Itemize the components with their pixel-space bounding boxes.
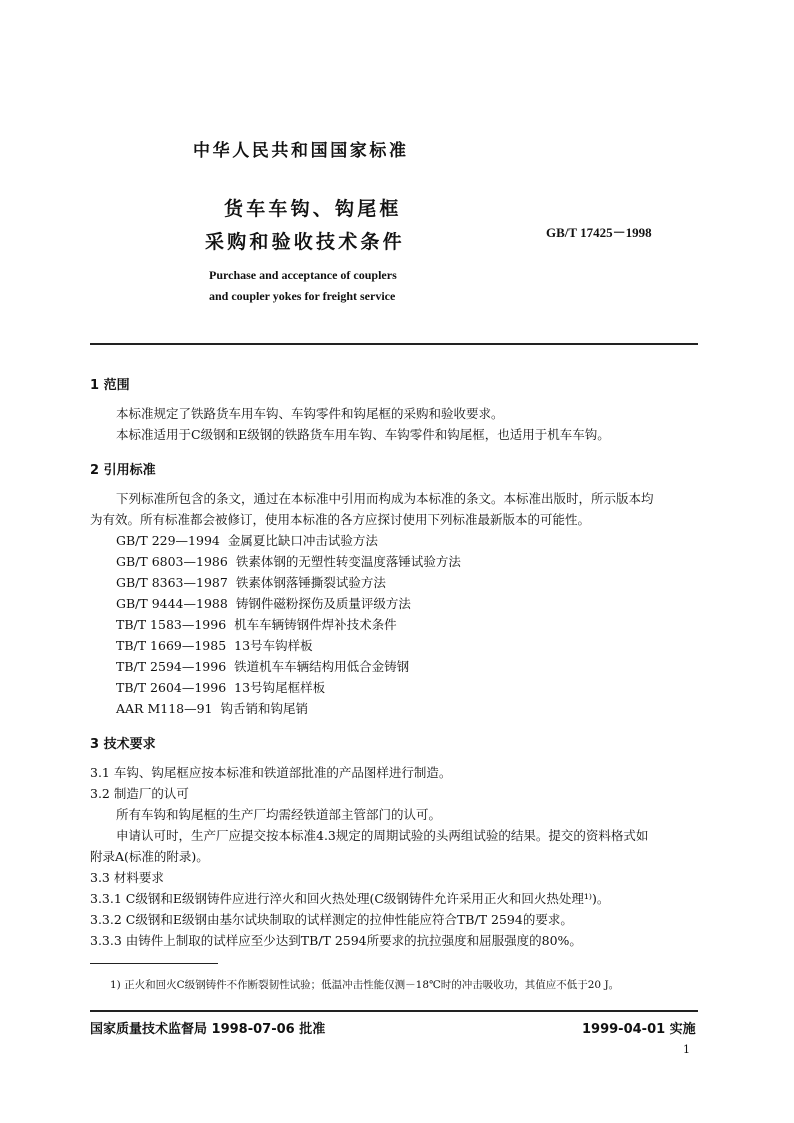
reference-code: GB/T 8363—1987 [116, 575, 228, 590]
header-divider [90, 343, 698, 345]
reference-code: AAR M118—91 [116, 701, 213, 716]
issuer-line: 国家质量技术监督局 1998-07-06 批准 [90, 1022, 326, 1037]
reference-item [116, 551, 461, 572]
reference-title: 铁素体钢的无塑性转变温度落锤试验方法 [235, 554, 461, 569]
reference-code: GB/T 9444—1988 [116, 596, 228, 611]
reference-title: 铸钢件磁粉探伤及质量评级方法 [235, 596, 411, 611]
reference-code: TB/T 2594—1996 [116, 659, 227, 674]
reference-item [116, 677, 461, 698]
section-2-intro-line-2: 为有效。所有标准都会被修订，使用本标准的各方应探讨使用下列标准最新版本的可能性。 [90, 512, 591, 527]
clause-3-2-para-2-line-2: 附录A(标准的附录)。 [90, 849, 209, 864]
clause-3-3-3: 3.3.3 由铸件上制取的试样应至少达到TB/T 2594所要求的抗拉强度和屈服强度的80%。 [90, 933, 582, 948]
english-title-line2: and coupler yokes for freight service [209, 289, 396, 303]
clause-3-1: 3.1 车钩、钩尾框应按本标准和铁道部批准的产品图样进行制造。 [90, 765, 452, 780]
reference-item [116, 530, 461, 551]
reference-item [116, 698, 461, 719]
footnote: 1) 正火和回火C级钢铸件不作断裂韧性试验；低温冲击性能仅测－18℃时的冲击吸收功，其值应不低于20 J。 [110, 979, 620, 991]
reference-code: GB/T 229—1994 [116, 533, 220, 548]
footer-divider [90, 1010, 698, 1012]
section-1-para-2: 本标准适用于C级钢和E级钢的铁路货车用车钩、车钩零件和钩尾框，也适用于机车车钩。 [116, 427, 610, 442]
document-title-line2: 采购和验收技术条件 [205, 231, 405, 253]
effective-date: 1999-04-01 实施 [582, 1022, 696, 1037]
standard-code: GB/T 17425－1998 [546, 225, 652, 240]
section-1-para-1: 本标准规定了铁路货车用车钩、车钩零件和钩尾框的采购和验收要求。 [116, 406, 504, 421]
reference-title: 金属夏比缺口冲击试验方法 [227, 533, 378, 548]
reference-title: 铁素体钢落锤撕裂试验方法 [235, 575, 386, 590]
clause-3-2-heading: 3.2 制造厂的认可 [90, 786, 189, 801]
reference-title: 机车车辆铸钢件焊补技术条件 [234, 617, 397, 632]
clause-3-2-para-2-line-1: 申请认可时，生产厂应提交按本标准4.3规定的周期试验的头两组试验的结果。提交的资料格式如 [116, 828, 649, 843]
reference-title: 13号车钩样板 [234, 638, 313, 653]
reference-item [116, 656, 461, 677]
page-number: 1 [683, 1043, 690, 1056]
footnote-divider [90, 963, 218, 964]
document-title-line1: 货车车钩、钩尾框 [224, 198, 402, 220]
reference-code: TB/T 1583—1996 [116, 617, 227, 632]
reference-item [116, 614, 461, 635]
reference-code: TB/T 2604—1996 [116, 680, 227, 695]
english-title-line1: Purchase and acceptance of couplers [209, 268, 397, 282]
section-1-heading: 1 范围 [90, 378, 130, 393]
reference-item [116, 572, 461, 593]
clause-3-3-2: 3.3.2 C级钢和E级钢由基尔试块制取的试样测定的拉伸性能应符合TB/T 2594的要求。 [90, 912, 573, 927]
section-2-intro-line-1: 下列标准所包含的条文，通过在本标准中引用而构成为本标准的条文。本标准出版时，所示版本均 [116, 491, 654, 506]
reference-title: 铁道机车车辆结构用低合金铸钢 [234, 659, 410, 674]
reference-list [116, 530, 461, 719]
reference-code: TB/T 1669—1985 [116, 638, 227, 653]
clause-3-2-para-1: 所有车钩和钩尾框的生产厂均需经铁道部主管部门的认可。 [116, 807, 442, 822]
reference-code: GB/T 6803—1986 [116, 554, 228, 569]
clause-3-3-1: 3.3.1 C级钢和E级钢铸件应进行淬火和回火热处理(C级钢铸件允许采用正火和回火热处理¹⁾)。 [90, 891, 610, 906]
reference-title: 钩舌销和钩尾销 [220, 701, 309, 716]
country-title: 中华人民共和国国家标准 [193, 141, 409, 161]
reference-title: 13号钩尾框样板 [234, 680, 326, 695]
clause-3-3-heading: 3.3 材料要求 [90, 870, 164, 885]
section-3-heading: 3 技术要求 [90, 737, 156, 752]
reference-item [116, 593, 461, 614]
reference-item [116, 635, 461, 656]
section-2-heading: 2 引用标准 [90, 463, 156, 478]
